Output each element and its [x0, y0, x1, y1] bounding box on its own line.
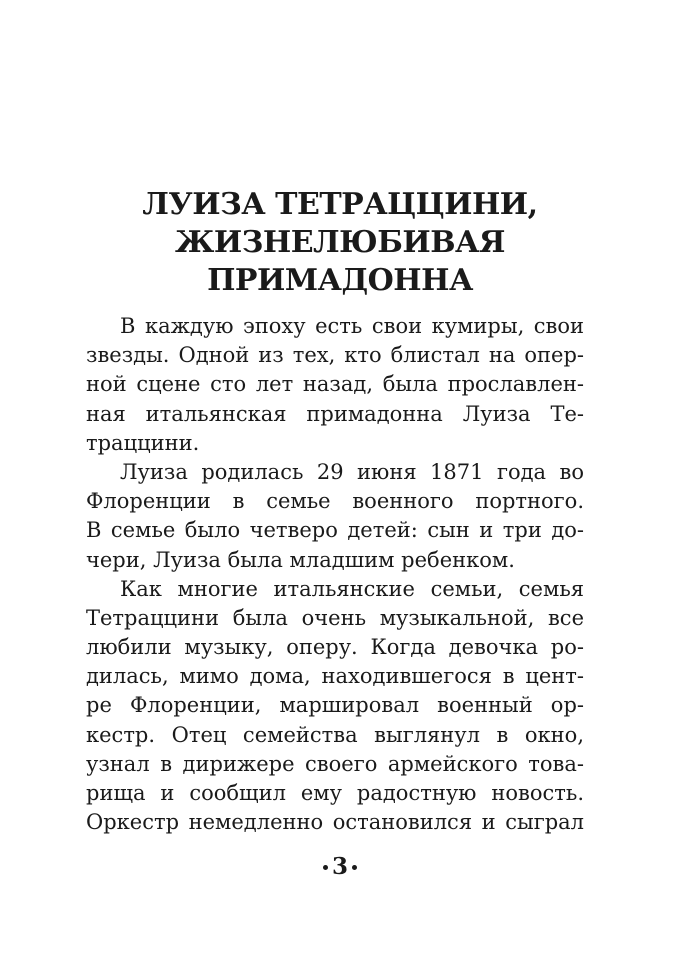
page-number-value: 3	[331, 853, 348, 880]
text-line: Оркестр немедленно остановился и сыграл	[86, 810, 584, 835]
paragraph	[86, 575, 584, 838]
text-line: Флоренции в семье военного портного.	[86, 489, 584, 514]
chapter-title-line: ЛУИЗА ТЕТРАЦЦИНИ,	[142, 187, 538, 222]
paragraph	[86, 458, 584, 575]
text-line: Луиза родилась 29 июня 1871 года во	[120, 459, 584, 484]
chapter-title-line: ПРИМАДОННА	[207, 263, 473, 298]
bullet-dot-icon	[323, 865, 328, 870]
chapter-title	[88, 186, 592, 300]
text-line: ной сцене сто лет назад, была прославлен-	[86, 372, 584, 397]
text-line: любили музыку, оперу. Когда девочка ро-	[86, 635, 584, 660]
page-number	[0, 852, 680, 882]
text-line: Тетраццини была очень музыкальной, все	[86, 605, 584, 630]
text-line: рища и сообщил ему радостную новость.	[86, 781, 584, 805]
body-text	[86, 312, 584, 837]
text-line: дилась, мимо дома, находившегося в цент-	[86, 664, 584, 689]
text-line: В каждую эпоху есть свои кумиры, свои	[120, 314, 584, 338]
text-line: ная итальянская примадонна Луиза Те-	[86, 401, 584, 426]
text-line: чери, Луиза была младшим ребенком.	[86, 547, 515, 572]
text-line: узнал в дирижере своего армейского това-	[86, 751, 584, 776]
text-line: В семье было четверо детей: сын и три до-	[86, 518, 584, 543]
bullet-dot-icon	[352, 865, 357, 870]
text-line: траццини.	[86, 430, 200, 455]
paragraph	[86, 312, 584, 458]
text-line: звезды. Одной из тех, кто блистал на опер-	[86, 343, 584, 368]
chapter-title-line: ЖИЗНЕЛЮБИВАЯ	[175, 225, 505, 260]
text-line: ре Флоренции, маршировал военный ор-	[86, 693, 584, 718]
text-line: Как многие итальянские семьи, семья	[120, 576, 584, 601]
text-line: кестр. Отец семейства выглянул в окно,	[86, 722, 584, 747]
